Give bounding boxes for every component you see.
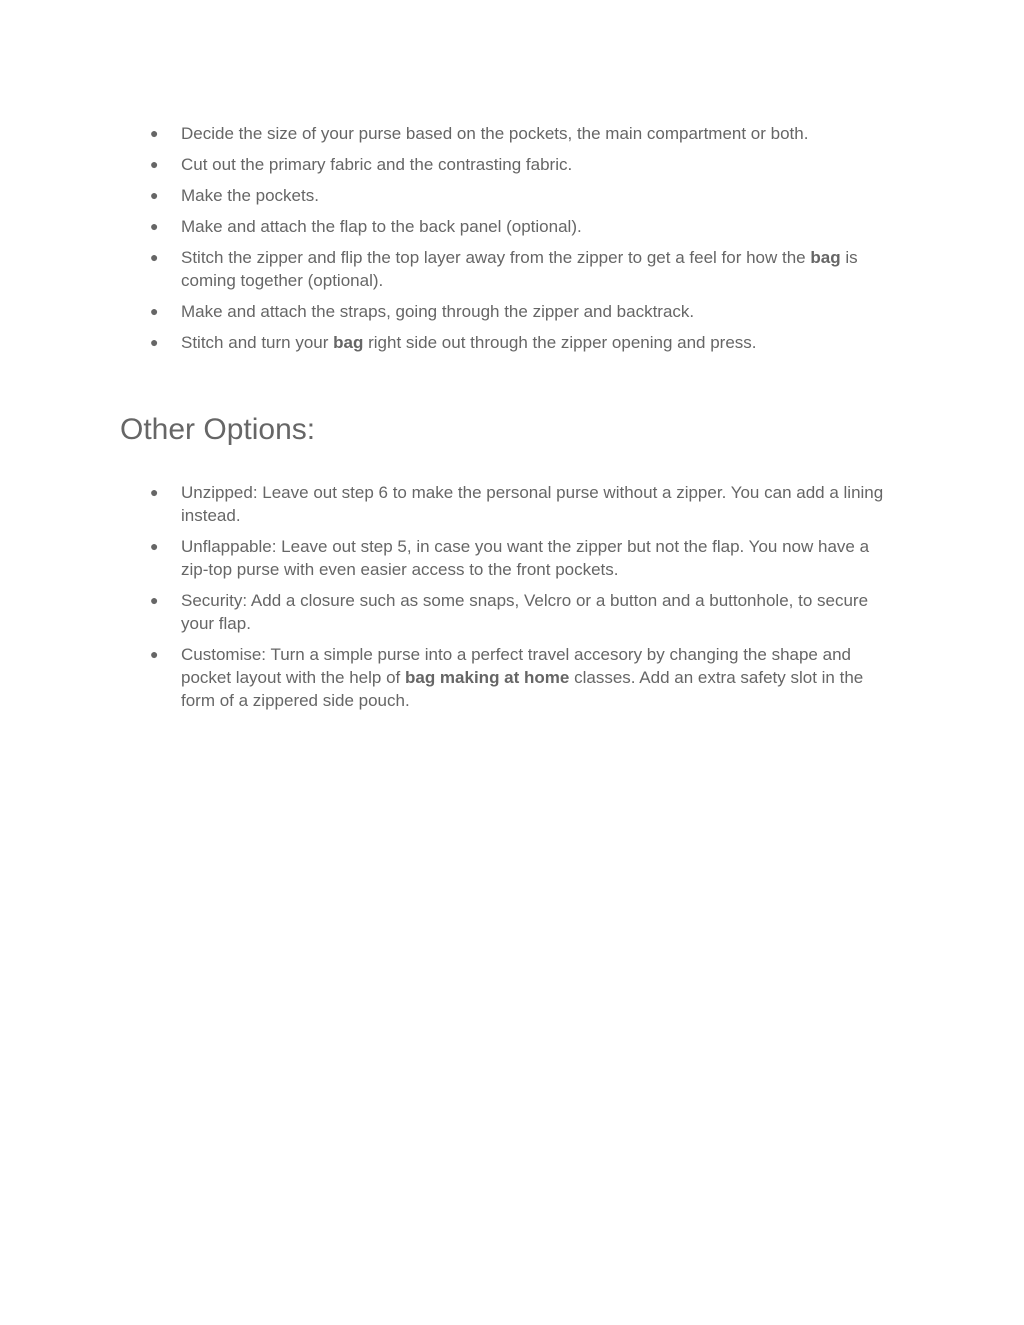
- list-item-text: is coming together (optional).: [181, 248, 858, 290]
- list-item: [0, 246, 896, 292]
- list-item: [0, 481, 896, 527]
- list-item: [0, 643, 896, 712]
- list-item-text: Stitch and turn your: [181, 333, 334, 352]
- list-item-text: Unzipped: Leave out step 6 to make the personal purse without a zipper. You can add a lining instead.: [181, 483, 884, 525]
- bullet-icon: ●: [150, 334, 159, 350]
- bullet-icon: ●: [150, 156, 159, 172]
- bullet-icon: ●: [150, 187, 159, 203]
- bullet-icon: ●: [150, 218, 159, 234]
- list-item-text: right side out through the zipper opening and press.: [363, 333, 757, 352]
- list-item-text: classes. Add an extra safety slot in the form of a zippered side pouch.: [181, 668, 864, 710]
- list-item-text: Cut out the primary fabric and the contrasting fabric.: [181, 155, 573, 174]
- bold-keyword: bag making at home: [404, 668, 570, 687]
- list-item: [0, 331, 896, 354]
- list-item: [0, 300, 896, 323]
- list-item-text: Unflappable: Leave out step 5, in case you want the zipper but not the flap. You now have a zip-top purse with even easier access to the front pockets.: [181, 537, 870, 579]
- other-options-list: [0, 481, 1024, 720]
- list-item-text: Customise: Turn a simple purse into a perfect travel accesory by changing the shape and pocket layout with the help of: [181, 645, 851, 687]
- list-item-text: Make and attach the flap to the back panel (optional).: [181, 217, 582, 236]
- list-item: [0, 535, 896, 581]
- bullet-icon: ●: [150, 538, 159, 554]
- section-heading: Other Options:: [120, 413, 316, 446]
- list-item: [0, 122, 896, 145]
- list-item-text: Stitch the zipper and flip the top layer away from the zipper to get a feel for how the: [181, 248, 811, 267]
- bullet-icon: ●: [150, 592, 159, 608]
- list-item: [0, 589, 896, 635]
- bold-keyword: bag: [333, 333, 364, 352]
- list-item: [0, 215, 896, 238]
- list-item-text: Make and attach the straps, going through the zipper and backtrack.: [181, 302, 695, 321]
- list-item: [0, 153, 896, 176]
- list-item-text: Security: Add a closure such as some snaps, Velcro or a button and a buttonhole, to secure your flap.: [181, 591, 869, 633]
- list-item-text: Make the pockets.: [181, 186, 319, 205]
- steps-list: [0, 122, 1024, 362]
- bullet-icon: ●: [150, 303, 159, 319]
- bullet-icon: ●: [150, 484, 159, 500]
- list-item-text: Decide the size of your purse based on the pockets, the main compartment or both.: [181, 124, 809, 143]
- bold-keyword: bag: [810, 248, 841, 267]
- bullet-icon: ●: [150, 646, 159, 662]
- list-item: [0, 184, 896, 207]
- bullet-icon: ●: [150, 249, 159, 265]
- bullet-icon: ●: [150, 125, 159, 141]
